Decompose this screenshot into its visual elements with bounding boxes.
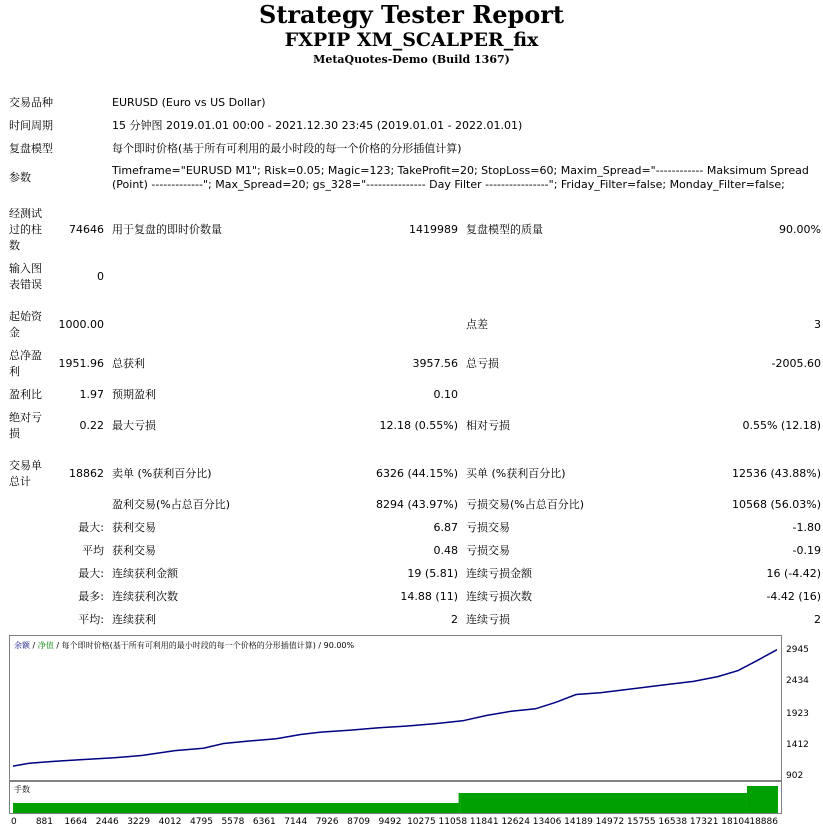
profit-trades-value: 8294 (43.97%) [375, 498, 458, 511]
y-tick-label: 2434 [786, 676, 809, 686]
x-tick-label: 9492 [378, 817, 402, 827]
max-consec-wins-label: 连续获利金额 [112, 567, 178, 580]
long-positions-label: 买单 (%获利百分比) [466, 467, 566, 480]
max-consec-prefix: 最大: [78, 567, 104, 580]
spread-label: 点差 [466, 318, 488, 331]
x-tick-label: 18886 [749, 817, 778, 827]
x-tick-label: 14189 [564, 817, 593, 827]
ticks-label: 用于复盘的即时价数量 [112, 223, 222, 236]
max-drawdown-value: 12.18 (0.55%) [379, 419, 458, 432]
x-tick-label: 18104 [721, 817, 750, 827]
x-tick-label: 14972 [595, 817, 625, 827]
rel-drawdown-value: 0.55% (12.18) [742, 419, 821, 432]
errors-label-1: 输入图 [9, 262, 42, 275]
deposit-label-1: 起始资 [9, 310, 42, 323]
largest-loss-value: -1.80 [792, 521, 821, 534]
symbol-value: EURUSD (Euro vs US Dollar) [112, 96, 266, 109]
ticks-value: 1419989 [409, 223, 458, 236]
short-positions-value: 6326 (44.15%) [375, 467, 458, 480]
gross-profit-label: 总获利 [112, 357, 145, 370]
expected-payoff-value: 0.10 [433, 388, 458, 401]
gross-loss-label: 总亏损 [466, 357, 499, 370]
x-tick-label: 881 [35, 817, 53, 827]
x-tick-label: 1664 [64, 817, 88, 827]
total-trades-label-1: 交易单 [9, 459, 42, 472]
x-tick-label: 17321 [689, 817, 719, 827]
largest-loss-label: 亏损交易 [466, 521, 510, 534]
lots-bar [461, 793, 747, 813]
legend-balance: 余额 [14, 641, 30, 650]
avg-consec-wins-value: 2 [451, 613, 458, 626]
lots-chart [9, 781, 782, 814]
avg-consec-losses-value: 2 [814, 613, 821, 626]
max-consec-losses-label: 连续亏损金额 [466, 567, 532, 580]
maximal-consec-prefix: 最多: [78, 590, 104, 603]
x-tick-label: 4012 [158, 817, 182, 827]
x-tick-label: 8709 [347, 817, 371, 827]
profit-factor-value: 1.97 [79, 388, 104, 401]
y-tick-label: 1412 [786, 740, 809, 750]
long-positions-value: 12536 (43.88%) [731, 467, 821, 480]
chart-legend: 余额 / 净值 / 每个即时价格(基于所有可利用的最小时段的每一个价格的分形插值计算) / 90.00% [14, 641, 355, 650]
net-label-1: 总净盈 [9, 349, 42, 362]
chart-plot [10, 636, 781, 780]
maximal-consec-loss-label: 连续亏损次数 [466, 590, 532, 603]
report-title: Strategy Tester Report [258, 0, 565, 29]
bars-value: 74646 [69, 223, 104, 236]
bars-label-1: 经测试 [9, 207, 42, 220]
x-tick-label: 11058 [438, 817, 468, 827]
x-tick-label: 11841 [469, 817, 499, 827]
expected-payoff-label: 预期盈利 [112, 388, 156, 401]
largest-profit-label: 获利交易 [112, 521, 156, 534]
average-profit-label: 获利交易 [112, 544, 156, 557]
quality-value: 90.00% [779, 223, 821, 236]
average-prefix: 平均 [82, 544, 104, 557]
legend-equity: 净值 [37, 641, 54, 650]
profit-factor-label: 盈利比 [9, 388, 42, 401]
largest-prefix: 最大: [78, 521, 104, 534]
x-tick-label: 12624 [501, 817, 530, 827]
period-value: 15 分钟图 2019.01.01 00:00 - 2021.12.30 23:45 (2019.01.01 - 2022.01.01) [112, 119, 523, 132]
params-line-2: (Point) -------------"; Max_Spread=20; gs_328="--------------- Day Filter ----------------"; Friday_Filter=false; Monday_Filter=false; [112, 178, 785, 191]
errors-label-2: 表错误 [9, 278, 42, 291]
loss-trades-label: 亏损交易(%占总百分比) [466, 498, 585, 511]
lots-bar [13, 803, 459, 813]
deposit-value: 1000.00 [58, 318, 104, 331]
x-tick-label: 3229 [127, 817, 151, 827]
deposit-label-2: 金 [9, 326, 20, 339]
average-profit-value: 0.48 [433, 544, 458, 557]
lots-bar [459, 793, 461, 813]
avg-consec-prefix: 平均: [78, 613, 104, 626]
abs-drawdown-label-1: 绝对亏 [9, 411, 42, 424]
period-label: 时间周期 [9, 119, 53, 132]
rel-drawdown-label: 相对亏损 [466, 419, 510, 432]
errors-value: 0 [97, 270, 104, 283]
profit-trades-label: 盈利交易(%占总百分比) [112, 498, 231, 511]
spread-value: 3 [814, 318, 821, 331]
net-value: 1951.96 [58, 357, 104, 370]
x-tick-label: 16538 [658, 817, 688, 827]
maximal-consec-profit-label: 连续获利次数 [112, 590, 178, 603]
max-consec-losses-value: 16 (-4.42) [766, 567, 821, 580]
quality-label: 复盘模型的质量 [466, 223, 543, 236]
bars-label-3: 数 [9, 239, 20, 252]
short-positions-label: 卖单 (%获利百分比) [112, 467, 212, 480]
max-drawdown-label: 最大亏损 [112, 419, 156, 432]
max-consec-wins-value: 19 (5.81) [407, 567, 458, 580]
x-tick-label: 15755 [627, 817, 656, 827]
y-tick-label: 1923 [786, 709, 809, 719]
net-label-2: 利 [9, 365, 20, 378]
params-label: 参数 [9, 171, 31, 184]
symbol-label: 交易品种 [9, 96, 53, 109]
y-tick-label: 902 [786, 771, 804, 781]
x-tick-label: 13406 [532, 817, 562, 827]
avg-consec-wins-label: 连续获利 [112, 613, 156, 626]
y-tick-label: 2945 [786, 645, 809, 655]
x-tick-label: 2446 [95, 817, 119, 827]
maximal-consec-loss-value: -4.42 (16) [766, 590, 821, 603]
x-tick-label: 7144 [284, 817, 308, 827]
average-loss-value: -0.19 [792, 544, 821, 557]
lots-bar [747, 786, 778, 813]
largest-profit-value: 6.87 [433, 521, 458, 534]
server-build: MetaQuotes-Demo (Build 1367) [313, 53, 510, 66]
loss-trades-value: 10568 (56.03%) [731, 498, 821, 511]
balance-chart [9, 635, 782, 781]
model-label: 复盘模型 [9, 142, 53, 155]
total-trades-label-2: 总计 [9, 475, 31, 488]
x-tick-label: 0 [11, 817, 17, 827]
abs-drawdown-value: 0.22 [79, 419, 104, 432]
x-tick-label: 5578 [221, 817, 245, 827]
balance-line [13, 650, 777, 766]
x-tick-label: 7926 [315, 817, 339, 827]
gross-profit-value: 3957.56 [412, 357, 458, 370]
legend-model: 每个即时价格(基于所有可利用的最小时段的每一个价格的分形插值计算) / 90.00% [61, 641, 355, 650]
lots-plot [10, 782, 781, 813]
x-tick-label: 4795 [190, 817, 213, 827]
x-tick-label: 10275 [407, 817, 436, 827]
lots-label: 手数 [14, 785, 30, 794]
abs-drawdown-label-2: 损 [9, 427, 20, 440]
avg-consec-losses-label: 连续亏损 [466, 613, 510, 626]
total-trades-value: 18862 [69, 467, 104, 480]
params-line-1: Timeframe="EURUSD M1"; Risk=0.05; Magic=123; TakeProfit=20; StopLoss=60; Maxim_Spread="------------ Maksimum Spread [112, 164, 809, 177]
bars-label-2: 过的柱 [9, 223, 42, 236]
model-value: 每个即时价格(基于所有可利用的最小时段的每一个价格的分形插值计算) [112, 142, 462, 155]
average-loss-label: 亏损交易 [466, 544, 510, 557]
gross-loss-value: -2005.60 [771, 357, 821, 370]
maximal-consec-profit-value: 14.88 (11) [400, 590, 458, 603]
x-tick-label: 6361 [252, 817, 276, 827]
expert-name: FXPIP XM_SCALPER_fix [284, 29, 539, 51]
